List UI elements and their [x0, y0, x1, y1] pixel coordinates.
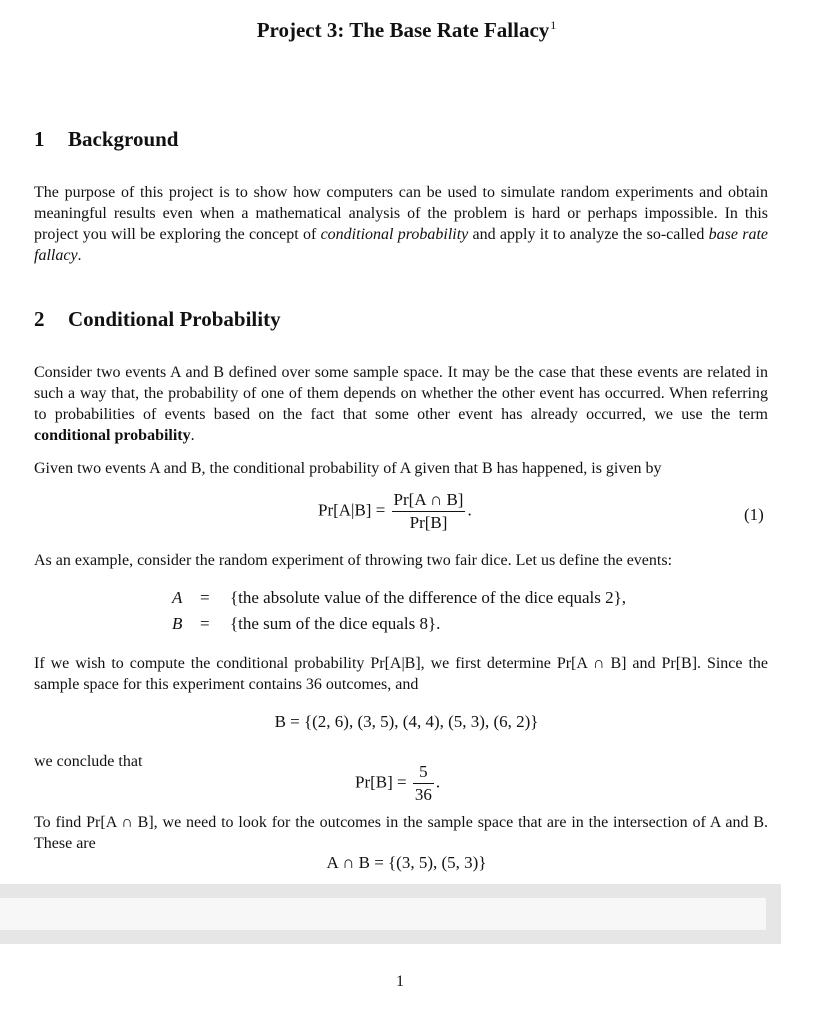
section-2-heading	[34, 307, 281, 332]
conditional-text-a: Consider two events A and B defined over some sample space. It may be the case that these events are related in such a way that, the probability of one of them depends on whether the other event has occurred. When referring to probabilities of events based on the fact that some other event has already occurred, we use the term	[34, 364, 768, 423]
section-1-heading	[34, 127, 179, 152]
conditional-paragraph-2: Given two events A and B, the conditional probability of A given that B has happened, is given by	[34, 460, 662, 477]
overlay-band-inner	[0, 898, 766, 930]
definition-a-equals: =	[200, 588, 210, 607]
page-title	[0, 18, 813, 43]
equation-3	[355, 762, 440, 805]
equation-1-period: .	[467, 500, 472, 520]
definition-b-variable: B	[172, 614, 183, 633]
page-number: 1	[396, 973, 404, 990]
definition-b-text: {the sum of the dice equals 8}.	[230, 614, 441, 633]
background-emphasis-2: base rate fallacy	[34, 226, 769, 264]
conditional-text-c: .	[190, 427, 195, 444]
definition-a-text: {the absolute value of the difference of the dice equals 2},	[230, 588, 626, 607]
equation-1-fraction	[392, 490, 466, 533]
conditional-paragraph-6: To find Pr[A ∩ B], we need to look for the outcomes in the sample space that are in the intersection of A and B. These are	[34, 814, 768, 852]
equation-2: B = {(2, 6), (3, 5), (4, 4), (5, 3), (6, 2)}	[274, 712, 539, 731]
equation-1	[318, 490, 472, 533]
section-1-number: 1	[34, 127, 45, 151]
background-emphasis-1: conditional probability	[320, 226, 469, 243]
equation-1-numerator: Pr[A ∩ B]	[392, 490, 466, 512]
equation-3-fraction	[413, 762, 434, 805]
background-text-c: .	[77, 247, 82, 264]
conditional-paragraph-3: As an example, consider the random experiment of throwing two fair dice. Let us define the events:	[34, 552, 673, 569]
background-text-a: The purpose of this project is to show how computers can be used to simulate random experiments and obtain meaningful results even when a mathematical analysis of the problem is hard or perhaps impossible. In this project you will be exploring the concept of	[34, 184, 768, 243]
equation-1-denominator: Pr[B]	[409, 513, 448, 532]
background-paragraph	[34, 182, 768, 266]
conditional-paragraph-1	[34, 362, 768, 446]
equation-4: A ∩ B = {(3, 5), (5, 3)}	[326, 853, 487, 872]
section-1-title: Background	[68, 127, 179, 151]
definition-b-equals: =	[200, 614, 210, 633]
equation-3-lhs: Pr[B] =	[355, 772, 407, 792]
conditional-paragraph-4: If we wish to compute the conditional probability Pr[A|B], we first determine Pr[A ∩ B] and Pr[B]. Since the sample space for this experiment contains 36 outcomes, and	[34, 655, 768, 693]
conditional-bold-term: conditional probability	[34, 427, 191, 444]
footnote-mark: 1	[550, 18, 557, 32]
definition-a-variable: A	[172, 588, 183, 607]
background-text-b: and apply it to analyze the so-called	[468, 226, 709, 243]
conditional-paragraph-5: we conclude that	[34, 753, 143, 770]
equation-1-lhs: Pr[A|B] =	[318, 500, 386, 520]
equation-3-period: .	[435, 772, 441, 792]
section-2-number: 2	[34, 307, 45, 331]
section-2-title: Conditional Probability	[68, 307, 281, 331]
page-title-text: Project 3: The Base Rate Fallacy	[256, 18, 550, 42]
equation-1-label: (1)	[744, 505, 764, 524]
equation-3-denominator: 36	[414, 785, 432, 804]
equation-3-numerator: 5	[413, 762, 434, 784]
